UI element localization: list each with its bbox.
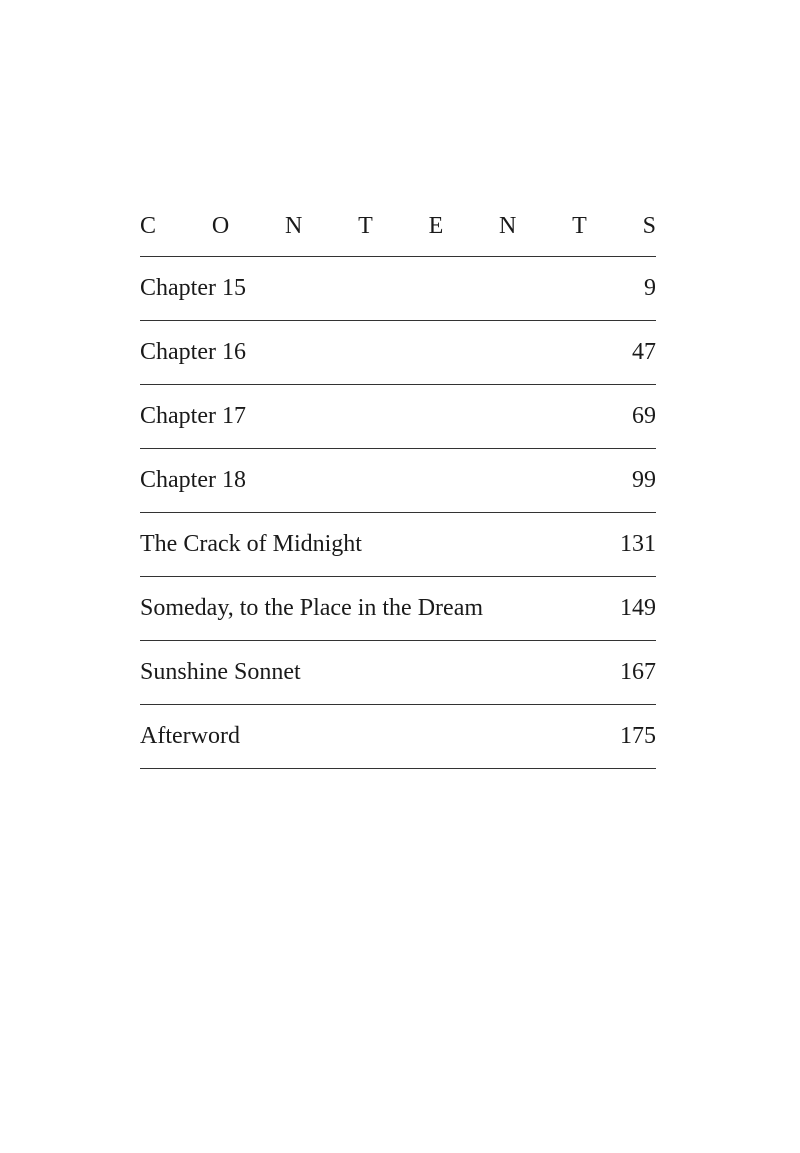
toc-entry[interactable] xyxy=(140,449,656,513)
entry-title: Someday, to the Place in the Dream xyxy=(140,595,484,621)
entry-page-number: 9 xyxy=(644,275,656,301)
toc-entry[interactable] xyxy=(140,577,656,641)
entry-title: The Crack of Midnight xyxy=(140,531,362,557)
heading-letter: T xyxy=(358,213,373,239)
heading-letter: N xyxy=(284,213,303,239)
toc-entry[interactable] xyxy=(140,705,656,769)
contents-heading xyxy=(140,200,656,257)
entry-page-number: 99 xyxy=(632,467,656,493)
entry-title: Chapter 15 xyxy=(140,275,246,301)
entry-title: Chapter 16 xyxy=(140,339,246,365)
toc-entry[interactable] xyxy=(140,513,656,577)
table-of-contents xyxy=(140,200,656,769)
toc-entry[interactable] xyxy=(140,641,656,705)
toc-entry[interactable] xyxy=(140,257,656,321)
entry-title: Sunshine Sonnet xyxy=(140,659,301,685)
toc-entry[interactable] xyxy=(140,385,656,449)
entry-page-number: 131 xyxy=(620,531,656,557)
toc-entry[interactable] xyxy=(140,321,656,385)
entry-title: Afterword xyxy=(140,723,240,749)
entry-title: Chapter 18 xyxy=(140,467,246,493)
entry-title: Chapter 17 xyxy=(140,403,246,429)
entry-page-number: 47 xyxy=(632,339,656,365)
entry-page-number: 167 xyxy=(620,659,656,685)
heading-letter: T xyxy=(572,213,587,239)
entry-page-number: 69 xyxy=(632,403,656,429)
heading-letter: O xyxy=(211,213,230,239)
entry-page-number: 149 xyxy=(620,595,656,621)
heading-letter: C xyxy=(140,213,157,239)
entry-page-number: 175 xyxy=(620,723,656,749)
heading-letter: S xyxy=(642,213,656,239)
heading-letter: E xyxy=(428,213,444,239)
heading-letter: N xyxy=(499,213,517,239)
